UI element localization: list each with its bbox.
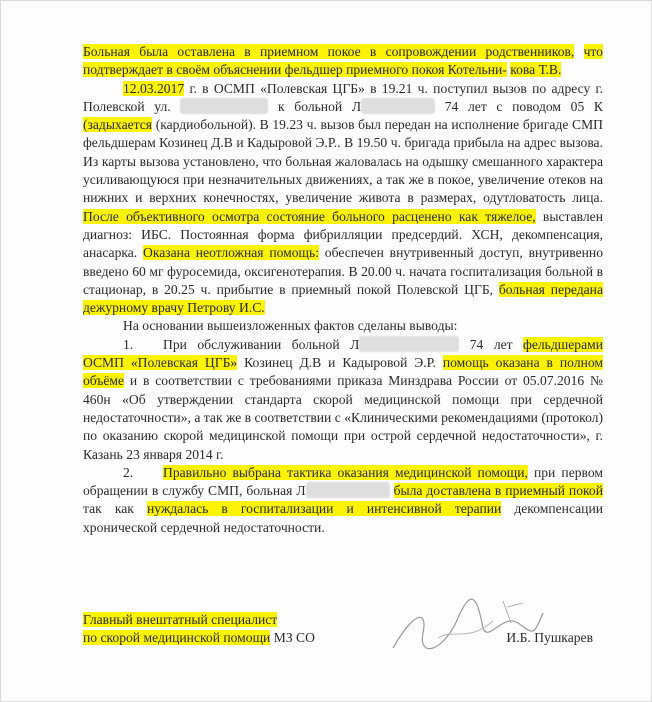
- text-run: выставлен диагноз: ИБС. Постоянная форма фибрилляции предсердий. ХСН, декомпенсация, анасарка.: [83, 208, 603, 261]
- highlight: (задыхается: [83, 117, 153, 133]
- item-number: 2.: [123, 464, 134, 480]
- title-line-2: по скорой медицинской помощи: [83, 630, 271, 646]
- redacted-surname: [306, 482, 390, 498]
- item-number: 1.: [123, 336, 134, 352]
- text-run: г. в ОСМП «Полевская ЦГБ» в 19.21 ч. поступил вызов по адресу г. Полевской ул.: [83, 80, 603, 114]
- highlight: что подтверждает в своём объяснении фельдшер приемного покоя Котельни-: [83, 44, 603, 78]
- text-run: (кардиобольной). В 19.23 ч. вызов был передан на исполнение бригаде СМП фельдшерам Козинец Д.В и Кадыровой Э.Р.. В 19.50 ч. бригада прибыла на адрес вызова. Из карты вызова установлено, что больная жаловалась на одышку смешанного характера усиливающуюся при незначительных движениях, а так же в покое, увеличение отеков на нижних и верхних конечностях, увеличение живота в размерах, одутловатость лица.: [83, 117, 603, 206]
- signatory-title: [83, 611, 315, 648]
- redacted-surname: [359, 336, 459, 352]
- text-run: так как: [83, 501, 147, 517]
- highlight: помощь оказана в полном объёме: [83, 355, 603, 389]
- redacted-surname: [361, 98, 435, 114]
- highlight: фельдшерами ОСМП «Полевская ЦГБ»: [83, 336, 603, 371]
- highlight: Оказана неотложная помощь:: [143, 245, 319, 261]
- highlight: была доставлена в приемный покой: [393, 483, 603, 499]
- org-label: МЗ СО: [270, 630, 315, 646]
- text-run: декомпенсации хронической сердечной недостаточности.: [83, 501, 604, 535]
- conclusion-item-1: [83, 336, 603, 464]
- text-run: Козинец Д.В и Кадыровой Э.Р.: [237, 355, 443, 371]
- text-run: при первом обращении в службу СМП, больная Л: [83, 464, 603, 499]
- text-run: и в соответствии с требованиями приказа Минздрава России от 05.07.2016 № 460н «Об утверждении стандарта скорой медицинской помощи при сердечной недостаточности», а так же в соответствии с «Клиническими рекомендациями (протокол) по оказанию скорой медицинской помощи при острой сердечной недостаточности», г. Казань 23 января 2014 г.: [83, 373, 603, 462]
- conclusion-item-2: [83, 464, 603, 537]
- title-line-1: Главный внештатный специалист: [83, 612, 278, 627]
- highlight: Больная была оставлена в приемном покое в сопровождении родственников,: [83, 44, 575, 59]
- highlight: больная передана дежурному врачу Петрову И.С.: [83, 281, 603, 316]
- document-body: [83, 43, 603, 537]
- highlight: После объективного осмотра состояние больного расценено как тяжелое,: [83, 208, 536, 224]
- redacted-street: [180, 98, 268, 114]
- text-run: 74 лет с поводом 05 К: [435, 98, 604, 114]
- text-run: При обслуживании больной Л: [163, 336, 360, 352]
- highlight: кова Т.В.: [510, 62, 562, 78]
- text-run: 74 лет: [459, 336, 524, 352]
- text-run: к больной Л: [268, 98, 362, 114]
- paragraph-2: [83, 80, 603, 318]
- call-date: 12.03.2017: [123, 80, 185, 96]
- text-run: обеспечен внутривенный доступ, внутривенно введено 60 мг фуросемида, оксигенотерапия. В 20.00 ч. начата госпитализация больной в стационар, в 20.25 ч. прибытие в приемный покой Полевской ЦГБ,: [83, 245, 603, 297]
- handwritten-signature-icon: [383, 593, 553, 663]
- highlight: нуждалась в госпитализации и интенсивной терапии: [146, 501, 502, 517]
- paragraph-1: [83, 43, 603, 80]
- signatory-name: И.Б. Пушкарев: [506, 630, 593, 645]
- conclusions-intro: На основании вышеизложенных фактов сделаны выводы:: [123, 318, 458, 334]
- highlight: Правильно выбрана тактика оказания медицинской помощи,: [163, 464, 528, 480]
